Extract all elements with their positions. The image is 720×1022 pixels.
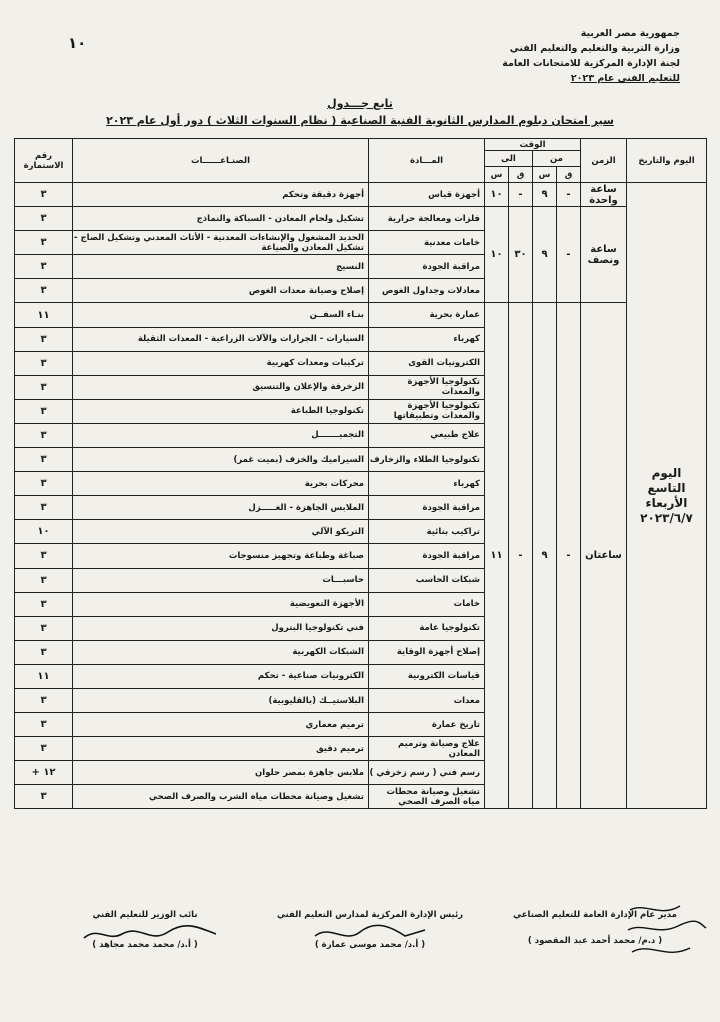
form-cell: ٣: [15, 713, 73, 737]
from-s: ٩: [533, 207, 557, 303]
org-line-4: للتعليم الفني عام ٢٠٢٣: [570, 73, 680, 84]
industries-cell: حاسبـــات: [73, 568, 369, 592]
form-cell: ٣: [15, 640, 73, 664]
form-cell: ١١: [15, 664, 73, 688]
form-cell: ٣: [15, 327, 73, 351]
day-ordinal: التاسع: [647, 480, 686, 495]
subject-cell: تكنولوجيا الأجهزة والمعدات وتطبيقاتها: [369, 399, 485, 423]
signature-name: ( أ.د/ محمد محمد مجاهد ): [92, 940, 198, 950]
form-cell: ٣: [15, 737, 73, 761]
form-cell: ٣: [15, 785, 73, 809]
from-s: ٩: [533, 183, 557, 207]
subject-cell: معادلات وجداول الغوص: [369, 279, 485, 303]
form-cell: ٣: [15, 423, 73, 447]
industries-cell: الحديد المشغول والإنشاءات المعدنية - الأثاث المعدني وتشكيل الصاج - تشكيل المعادن والصياغة: [73, 231, 369, 255]
day-cell: [627, 183, 707, 809]
duration-cell: ساعة واحدة: [581, 183, 627, 207]
subject-cell: تاريخ عمارة: [369, 713, 485, 737]
subject-cell: كهرباء: [369, 472, 485, 496]
table-row: [15, 207, 707, 231]
subject-cell: شبكات الحاسب: [369, 568, 485, 592]
to-s: ١١: [485, 303, 509, 809]
industries-cell: الشبكات الكهربية: [73, 640, 369, 664]
handwritten-notes: [620, 898, 710, 968]
col-to: الى: [485, 151, 533, 167]
duration-cell: ساعتان: [581, 303, 627, 809]
subject-cell: رسم فني ( رسم زخرفي ): [369, 761, 485, 785]
industries-cell: تكنولوجيا الطباعة: [73, 399, 369, 423]
industries-cell: إصلاح وصيانة معدات الغوص: [73, 279, 369, 303]
signature-name: ( د.م/ محمد أحمد عبد المقصود ): [527, 936, 663, 946]
subject-cell: كهرباء: [369, 327, 485, 351]
org-header: [502, 26, 680, 86]
industries-cell: البلاستيــك (بالقليوبية): [73, 688, 369, 712]
signature-title: رئيس الإدارة المركزية لمدارس التعليم الفني: [276, 910, 464, 920]
form-cell: ٣: [15, 399, 73, 423]
industries-cell: الزخرفة والإعلان والتنسيق: [73, 375, 369, 399]
signature-block-3: [50, 910, 240, 950]
subject-cell: خامات معدنية: [369, 231, 485, 255]
subject-cell: معدات: [369, 688, 485, 712]
industries-cell: الملابس الجاهزة - الغـــــزل: [73, 496, 369, 520]
form-cell: ٣: [15, 448, 73, 472]
subject-cell: تكنولوجيا عامة: [369, 616, 485, 640]
col-from-q: ق: [557, 167, 581, 183]
form-cell: ٣: [15, 496, 73, 520]
form-cell: ١٢ +: [15, 761, 73, 785]
subject-cell: علاج طبيعي: [369, 423, 485, 447]
industries-cell: الكترونيات صناعية - تحكم: [73, 664, 369, 688]
form-cell: ٣: [15, 568, 73, 592]
subject-cell: تكنولوجيا الأجهزة والمعدات: [369, 375, 485, 399]
subject-cell: تكنولوجيا الطلاء والزخارف: [369, 448, 485, 472]
form-cell: ٣: [15, 183, 73, 207]
industries-cell: ترميم معماري: [73, 713, 369, 737]
col-to-s: س: [485, 167, 509, 183]
col-to-q: ق: [509, 167, 533, 183]
industries-cell: أجهزة دقيقة وتحكم: [73, 183, 369, 207]
subject-cell: علاج وصيانة وترميم المعادن: [369, 737, 485, 761]
form-cell: ٣: [15, 616, 73, 640]
subject-cell: أجهزة قياس: [369, 183, 485, 207]
signature-name: ( أ.د/ محمد موسى عمارة ): [314, 940, 426, 950]
col-subject: المـــادة: [369, 139, 485, 183]
signature-title: مدير عام الإدارة العامة للتعليم الصناعي: [513, 910, 677, 920]
signature-title: نائب الوزير للتعليم الفني: [92, 910, 198, 920]
subject-cell: مراقبة الجودة: [369, 544, 485, 568]
day-label: اليوم: [651, 465, 682, 480]
industries-cell: ترميم دقيق: [73, 737, 369, 761]
exam-schedule-table: [14, 138, 707, 809]
form-cell: ١١: [15, 303, 73, 327]
to-s: ١٠: [485, 183, 509, 207]
industries-cell: التريكو الآلي: [73, 520, 369, 544]
to-q: -: [509, 183, 533, 207]
industries-cell: النسيج: [73, 255, 369, 279]
industries-cell: بنـاء السفــن: [73, 303, 369, 327]
form-cell: ٣: [15, 544, 73, 568]
org-line-1: جمهورية مصر العربية: [580, 28, 680, 39]
from-s: ٩: [533, 303, 557, 809]
col-form-no: رقم الاستمارة: [15, 139, 73, 183]
industries-cell: السيراميك والخزف (بميت غمر): [73, 448, 369, 472]
industries-cell: السيارات - الجرارات والآلات الزراعية - المعدات الثقيلة: [73, 327, 369, 351]
table-row: [15, 303, 707, 327]
from-q: -: [557, 303, 581, 809]
form-cell: ٣: [15, 255, 73, 279]
industries-cell: التجميـــــــل: [73, 423, 369, 447]
subject-cell: تشغيل وصيانة محطات مياه الصرف الصحي: [369, 785, 485, 809]
col-from: من: [533, 151, 581, 167]
industries-cell: الأجهزة التعويضية: [73, 592, 369, 616]
form-cell: ٣: [15, 351, 73, 375]
subject-cell: مراقبة الجودة: [369, 496, 485, 520]
to-s: ١٠: [485, 207, 509, 303]
org-line-2: وزارة التربية والتعليم والتعليم الفني: [509, 43, 680, 54]
page-title: تابع جـــدول: [327, 97, 393, 110]
to-q: ٣٠: [509, 207, 533, 303]
industries-cell: صباغة وطباعة وتجهيز منسوجات: [73, 544, 369, 568]
col-day-date: اليوم والتاريخ: [627, 139, 707, 183]
col-time: الوقت: [485, 139, 581, 151]
industries-cell: تشغيل وصيانة محطات مياه الشرب والصرف الصحي: [73, 785, 369, 809]
form-cell: ٣: [15, 375, 73, 399]
duration-cell: ساعة ونصف: [581, 207, 627, 303]
col-duration: الزمن: [581, 139, 627, 183]
form-cell: ٣: [15, 688, 73, 712]
industries-cell: ملابس جاهزة بمصر حلوان: [73, 761, 369, 785]
industries-cell: تركيبات ومعدات كهربية: [73, 351, 369, 375]
form-cell: ١٠: [15, 520, 73, 544]
subject-cell: خامات: [369, 592, 485, 616]
col-from-s: س: [533, 167, 557, 183]
document-titles: [0, 97, 720, 127]
signature-block-2: [270, 910, 470, 950]
industries-cell: محركات بحرية: [73, 472, 369, 496]
subject-cell: تراكيب بنائية: [369, 520, 485, 544]
subject-cell: فلزات ومعالجة حرارية: [369, 207, 485, 231]
subject-cell: إصلاح أجهزة الوقاية: [369, 640, 485, 664]
to-q: -: [509, 303, 533, 809]
subject-cell: مراقبة الجودة: [369, 255, 485, 279]
form-cell: ٣: [15, 472, 73, 496]
form-cell: ٣: [15, 279, 73, 303]
page-number: ١٠: [68, 34, 87, 52]
page-subtitle: سير امتحان دبلوم المدارس الثانوية الفنية الصناعية ( نظام السنوات الثلاث ) دور أول عام ٢٠٢٣: [106, 114, 614, 127]
form-cell: ٣: [15, 592, 73, 616]
handwritten-signature-3: [80, 922, 220, 946]
handwritten-signature-2: [310, 922, 430, 944]
day-weekday: الأربعاء: [645, 495, 688, 510]
from-q: -: [557, 207, 581, 303]
form-cell: ٣: [15, 207, 73, 231]
industries-cell: فني تكنولوجيا البترول: [73, 616, 369, 640]
signatures: [0, 910, 720, 1020]
industries-cell: تشكيل ولحام المعادن - السباكة والنماذج: [73, 207, 369, 231]
from-q: -: [557, 183, 581, 207]
day-date: ٢٠٢٣/٦/٧: [640, 510, 693, 525]
col-industries: الصنـاعــــــات: [73, 139, 369, 183]
form-cell: ٣: [15, 231, 73, 255]
org-line-3: لجنة الإدارة المركزية للامتحانات العامة: [502, 58, 680, 69]
subject-cell: قياسات الكترونية: [369, 664, 485, 688]
subject-cell: عمارة بحرية: [369, 303, 485, 327]
table-row: [15, 183, 707, 207]
subject-cell: الكترونيات القوى: [369, 351, 485, 375]
